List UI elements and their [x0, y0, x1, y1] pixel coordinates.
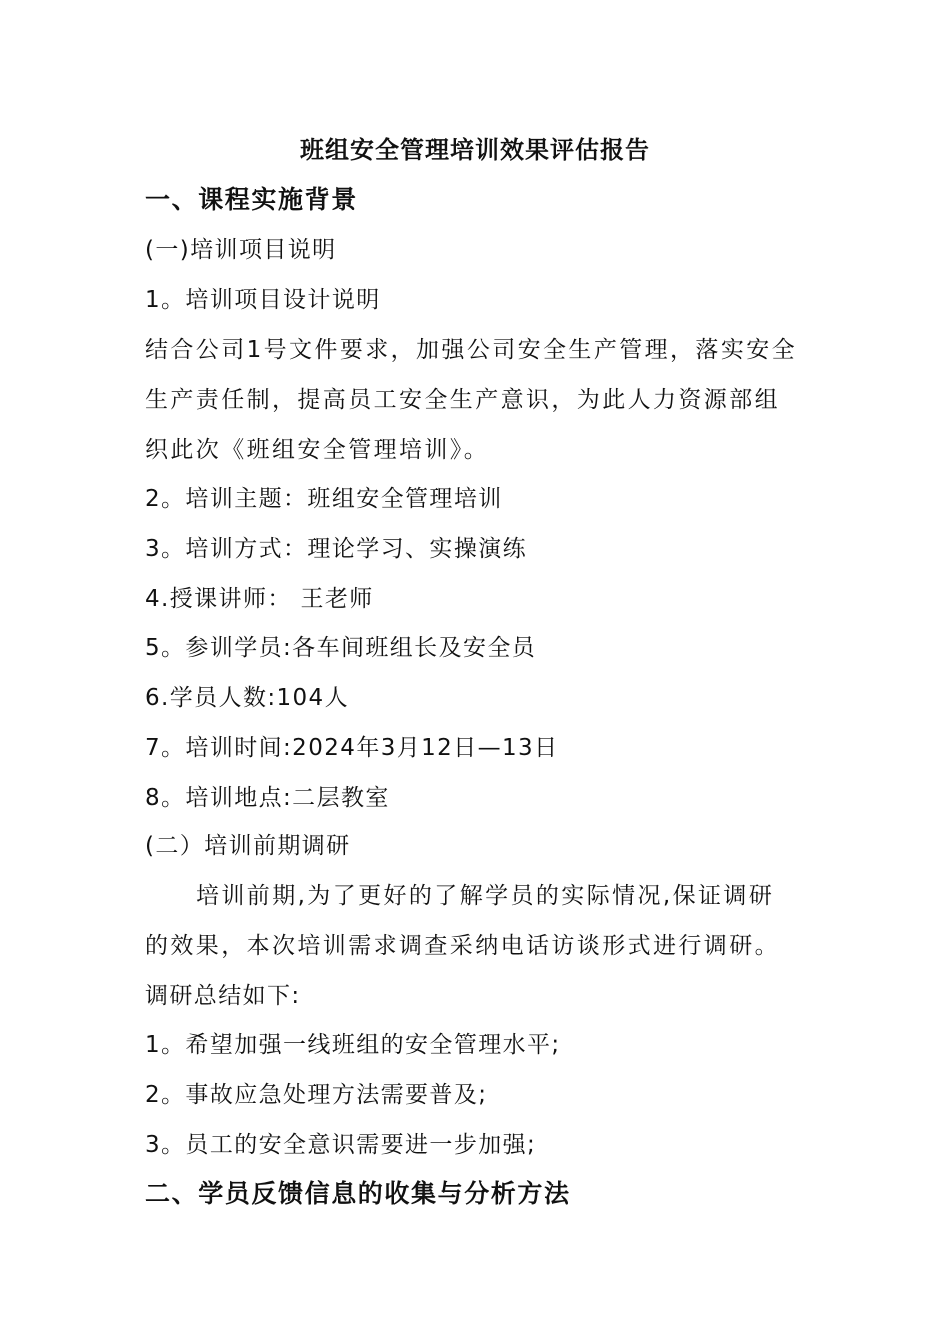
- list-item: 7。培训时间:2024年3月12日—13日: [145, 735, 559, 761]
- list-item: 6.学员人数:104人: [145, 685, 349, 711]
- paragraph-line-1: 培训前期,为了更好的了解学员的实际情况,保证调研: [196, 883, 775, 909]
- paragraph-line-2: 的效果，本次培训需求调查采纳电话访谈形式进行调研。: [145, 933, 780, 959]
- item-heading-1: 1。培训项目设计说明: [145, 287, 381, 313]
- subsection-heading-1: (一)培训项目说明: [145, 237, 337, 263]
- paragraph-line-3: 调研总结如下:: [145, 983, 301, 1009]
- list-item: 2。事故应急处理方法需要普及;: [145, 1082, 488, 1108]
- list-item: 4.授课讲师： 王老师: [145, 586, 374, 612]
- list-item: 3。培训方式：理论学习、实操演练: [145, 536, 528, 562]
- paragraph-line-1: 结合公司1号文件要求，加强公司安全生产管理，落实安全: [145, 337, 798, 363]
- section-heading-1: 一、课程实施背景: [145, 185, 358, 214]
- list-item: 8。培训地点:二层教室: [145, 785, 390, 811]
- list-item: 3。员工的安全意识需要进一步加强;: [145, 1132, 537, 1158]
- list-item: 2。培训主题：班组安全管理培训: [145, 486, 503, 512]
- list-item: 1。希望加强一线班组的安全管理水平;: [145, 1032, 561, 1058]
- document-title: 班组安全管理培训效果评估报告: [300, 136, 650, 164]
- paragraph-line-3: 织此次《班组安全管理培训》。: [145, 437, 490, 463]
- subsection-heading-2: (二）培训前期调研: [145, 833, 351, 859]
- section-heading-2: 二、学员反馈信息的收集与分析方法: [145, 1179, 571, 1208]
- paragraph-line-2: 生产责任制，提高员工安全生产意识，为此人力资源部组: [145, 387, 780, 413]
- list-item: 5。参训学员:各车间班组长及安全员: [145, 635, 537, 661]
